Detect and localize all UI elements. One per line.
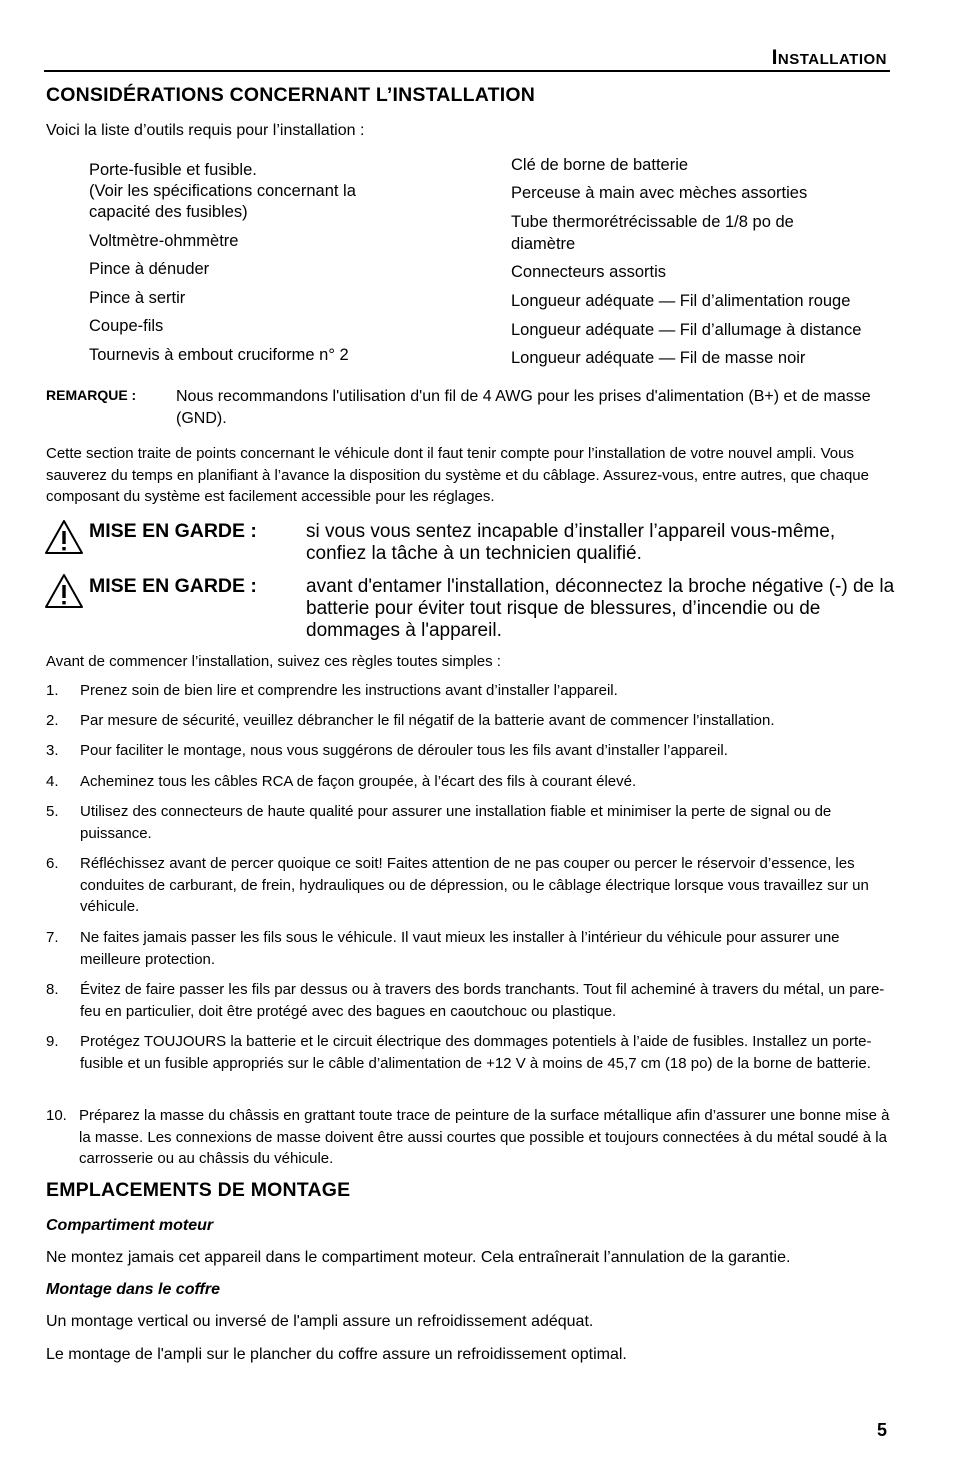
list-number: 8. bbox=[46, 981, 59, 998]
warning-text: avant d'entamer l'installation, déconnectez la broche négative (-) de la batterie pour éviter tout risque de blessures, d’incendie ou de dommages à l'appareil. bbox=[306, 576, 895, 641]
tool-item: Pince à sertir bbox=[89, 289, 186, 307]
list-number: 7. bbox=[46, 929, 59, 946]
list-item bbox=[46, 801, 891, 845]
list-number: 6. bbox=[46, 855, 59, 872]
tool-item: Voltmètre-ohmmètre bbox=[89, 232, 239, 250]
rules-intro: Avant de commencer l’installation, suivez ces règles toutes simples : bbox=[46, 653, 501, 670]
subsection-title: Compartiment moteur bbox=[46, 1217, 214, 1234]
list-text: Par mesure de sécurité, veuillez débrancher le fil négatif de la batterie avant de commencer l’installation. bbox=[80, 712, 775, 729]
list-item bbox=[46, 710, 891, 732]
warning-icon bbox=[44, 519, 84, 555]
tool-item: Coupe-fils bbox=[89, 317, 164, 335]
warning-text: si vous vous sentez incapable d’installer l’appareil vous-même, confiez la tâche à un technicien qualifié. bbox=[306, 521, 836, 564]
tool-item: Porte-fusible et fusible. bbox=[89, 161, 257, 179]
note-text: Nous recommandons l'utilisation d'un fil de 4 AWG pour les prises d'alimentation (B+) et de masse (GND). bbox=[176, 388, 871, 427]
list-number: 9. bbox=[46, 1033, 59, 1050]
list-item bbox=[46, 771, 891, 793]
list-text: Évitez de faire passer les fils par dessus ou à travers des bords tranchants. Tout fil acheminé à travers du métal, un pare-feu en particulier, doit être protégé avec des bagues en caoutchouc ou plastique. bbox=[80, 981, 885, 1020]
list-number: 1. bbox=[46, 682, 59, 699]
tool-item: Tube thermorétrécissable de 1/8 po de bbox=[511, 213, 794, 231]
list-number: 10. bbox=[46, 1107, 67, 1124]
list-text: Prenez soin de bien lire et comprendre les instructions avant d’installer l’appareil. bbox=[80, 682, 618, 699]
list-text: Préparez la masse du châssis en grattant toute trace de peinture de la surface métallique afin d’assurer une bonne mise à la masse. Les connexions de masse doivent être aussi courtes que possible et toujours connectées à du métal soudé à la carrosserie ou au châssis du véhicule. bbox=[79, 1107, 890, 1167]
subsection-text: Un montage vertical ou inversé de l'ampli assure un refroidissement adéquat. bbox=[46, 1313, 594, 1330]
list-item bbox=[46, 740, 891, 762]
tool-item: Clé de borne de batterie bbox=[511, 156, 689, 174]
list-item bbox=[46, 1031, 891, 1097]
tool-item: Connecteurs assortis bbox=[511, 263, 666, 281]
list-text: Ne faites jamais passer les fils sous le véhicule. Il vaut mieux les installer à l’intérieur du véhicule pour assurer une meilleure protection. bbox=[80, 929, 840, 968]
list-item bbox=[46, 1105, 891, 1171]
list-number: 3. bbox=[46, 742, 59, 759]
section-title-installation-considerations: CONSIDÉRATIONS CONCERNANT L’INSTALLATION bbox=[46, 84, 535, 106]
tool-item: capacité des fusibles) bbox=[89, 203, 248, 221]
list-text: Utilisez des connecteurs de haute qualité pour assurer une installation fiable et minimiser la perte de signal ou de puissance. bbox=[80, 803, 832, 842]
tool-item: Perceuse à main avec mèches assorties bbox=[511, 184, 808, 202]
subsection-title: Montage dans le coffre bbox=[46, 1281, 220, 1298]
subsection-text: Le montage de l'ampli sur le plancher du coffre assure un refroidissement optimal. bbox=[46, 1346, 627, 1363]
list-text: Acheminez tous les câbles RCA de façon groupée, à l’écart des fils à courant élevé. bbox=[80, 773, 637, 790]
list-number: 5. bbox=[46, 803, 59, 820]
page-number: 5 bbox=[876, 1420, 887, 1440]
list-item bbox=[46, 853, 891, 919]
warning-label: MISE EN GARDE : bbox=[89, 520, 257, 542]
list-text: Pour faciliter le montage, nous vous suggérons de dérouler tous les fils avant d’installer l’appareil. bbox=[80, 742, 728, 759]
list-number: 4. bbox=[46, 773, 59, 790]
list-number: 2. bbox=[46, 712, 59, 729]
tool-item: Pince à dénuder bbox=[89, 260, 210, 278]
list-text: Réfléchissez avant de percer quoique ce soit! Faites attention de ne pas couper ou percer le réservoir d’essence, les conduites de carburant, de frein, hydrauliques ou de dépression, ou le câblage électrique lorsque vous travaillez sur un véhicule. bbox=[80, 855, 869, 915]
tools-intro: Voici la liste d’outils requis pour l’installation : bbox=[46, 122, 365, 139]
running-header-title: Installation bbox=[771, 46, 887, 69]
tool-item: Longueur adéquate — Fil d’alimentation rouge bbox=[511, 292, 851, 310]
header-rule bbox=[44, 70, 890, 72]
list-item bbox=[46, 680, 891, 702]
warning-icon bbox=[44, 573, 84, 609]
warning-label: MISE EN GARDE : bbox=[89, 575, 257, 597]
tool-item: Longueur adéquate — Fil d’allumage à distance bbox=[511, 321, 862, 339]
list-item bbox=[46, 979, 891, 1023]
vehicle-considerations-paragraph: Cette section traite de points concernant le véhicule dont il faut tenir compte pour l’installation de votre nouvel ampli. Vous sauverez du temps en planifiant à l’avance la disposition du système et du câblage. Assurez-vous, entre autres, que chaque composant du système est facilement accessible pour les réglages. bbox=[46, 445, 869, 505]
subsection-text: Ne montez jamais cet appareil dans le compartiment moteur. Cela entraînerait l’annulation de la garantie. bbox=[46, 1249, 791, 1266]
note-label: REMARQUE : bbox=[46, 387, 137, 403]
tool-item: Tournevis à embout cruciforme n° 2 bbox=[89, 346, 349, 364]
tool-item: diamètre bbox=[511, 235, 576, 253]
section-title-mounting-locations: EMPLACEMENTS DE MONTAGE bbox=[46, 1179, 351, 1201]
tool-item: Longueur adéquate — Fil de masse noir bbox=[511, 349, 806, 367]
list-item bbox=[46, 927, 891, 971]
tool-item: (Voir les spécifications concernant la bbox=[89, 182, 356, 200]
list-text: Protégez TOUJOURS la batterie et le circuit électrique des dommages potentiels à l’aide de fusibles. Installez un porte-fusible et un fusible appropriés sur le câble d’alimentation de +12 V à moins de 45,7 cm (18 po) de la borne de batterie. bbox=[80, 1033, 872, 1072]
